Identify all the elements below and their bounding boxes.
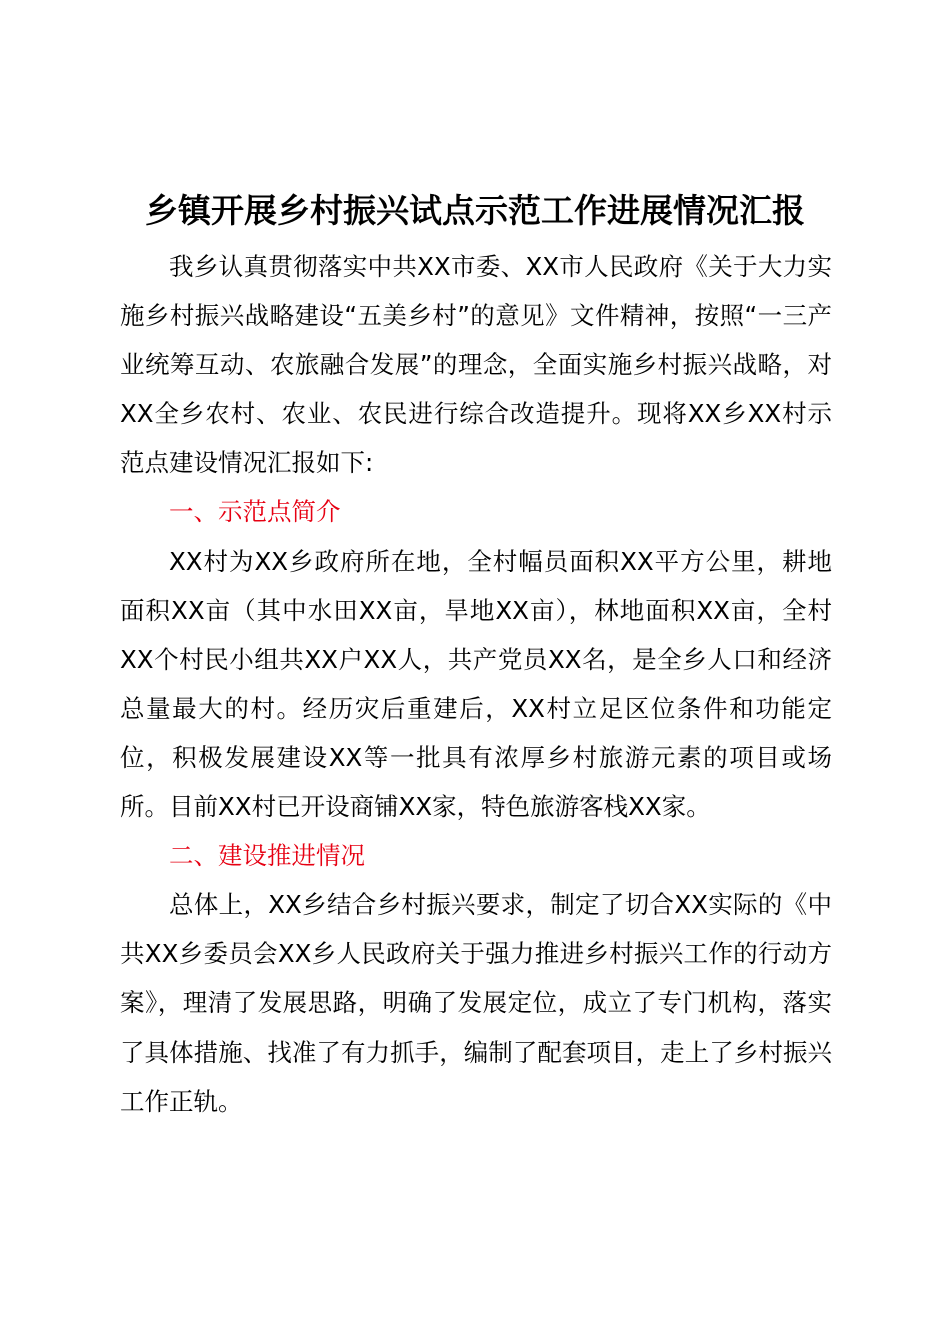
document-title: 乡镇开展乡村振兴试点示范工作进展情况汇报 (145, 191, 805, 230)
intro-paragraph: 我乡认真贯彻落实中共XX市委、XX市人民政府《关于大力实施乡村振兴战略建设“五美乡村”的意见》文件精神，按照“一三产业统筹互动、农旅融合发展”的理念，全面实施乡村振兴战略，对XX全乡农村、农业、农民进行综合改造提升。现将XX乡XX村示范点建设情况汇报如下: (120, 252, 832, 478)
section-heading-2: 二、建设推进情况 (169, 841, 365, 871)
section-paragraph-1: XX村为XX乡政府所在地，全村幅员面积XX平方公里，耕地面积XX亩（其中水田XX亩，旱地XX亩），林地面积XX亩，全村XX个村民小组共XX户XX人，共产党员XX名，是全乡人口和经济总量最大的村。经历灾后重建后，XX村立足区位条件和功能定位，积极发展建设XX等一批具有浓厚乡村旅游元素的项目或场所。目前XX村已开设商铺XX家，特色旅游客栈XX家。 (120, 546, 832, 822)
document-body (120, 242, 832, 1126)
section-paragraph-2: 总体上，XX乡结合乡村振兴要求，制定了切合XX实际的《中共XX乡委员会XX乡人民政府关于强力推进乡村振兴工作的行动方案》，理清了发展思路，明确了发展定位，成立了专门机构，落实了具体措施、找准了有力抓手，编制了配套项目，走上了乡村振兴工作正轨。 (120, 890, 832, 1116)
section-heading-1: 一、示范点简介 (169, 497, 341, 527)
